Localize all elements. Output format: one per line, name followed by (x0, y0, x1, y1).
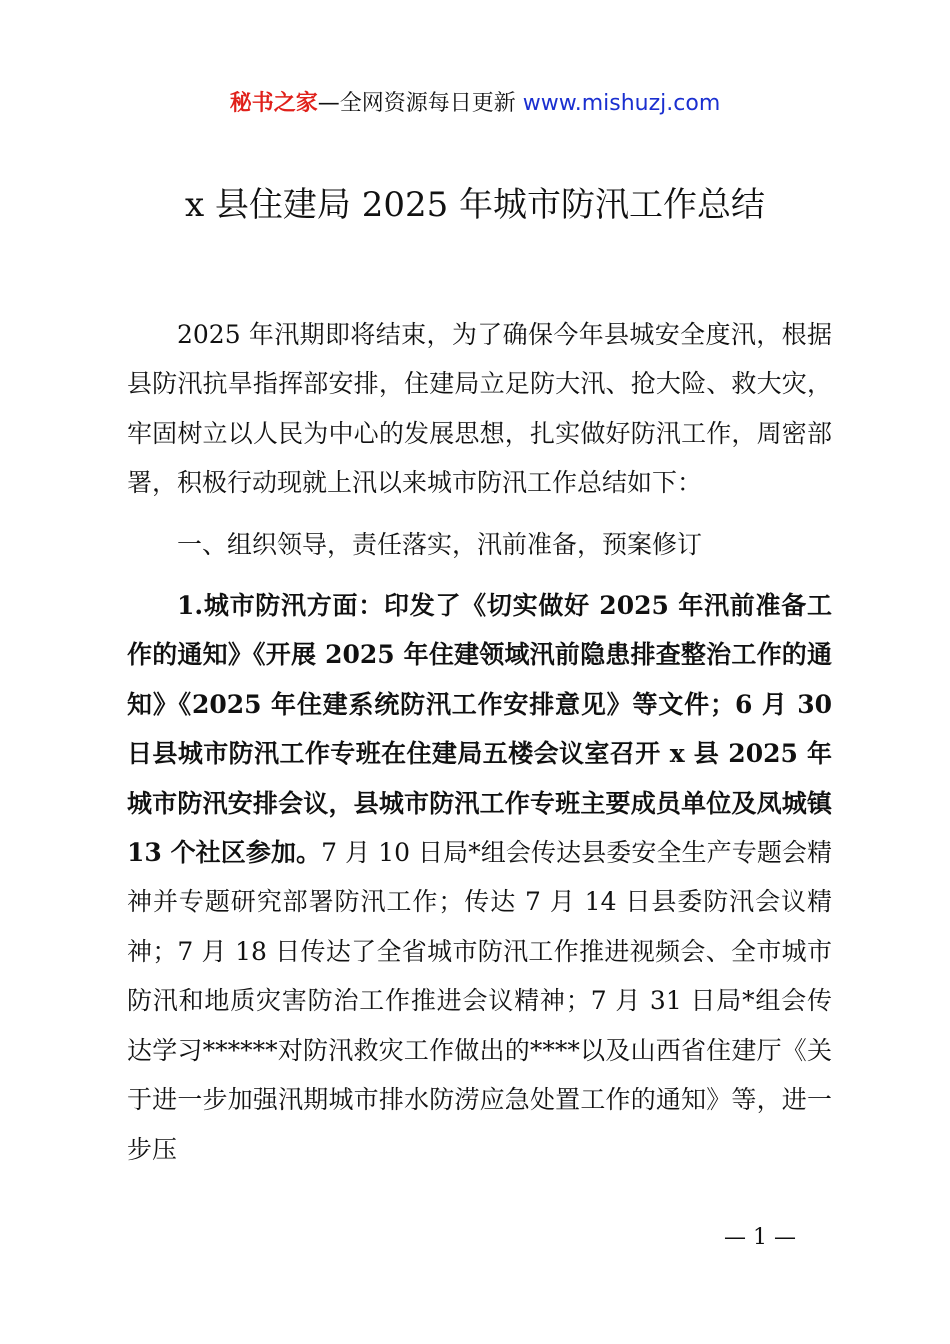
document-title: x 县住建局 2025 年城市防汛工作总结 (184, 185, 766, 225)
site-tagline: —全网资源每日更新 (317, 91, 523, 116)
site-url-link[interactable]: www.mishuzj.com (522, 91, 721, 116)
item-1-bold-text: 1.城市防汛方面：印发了《切实做好 2025 年汛前准备工作的通知》《开展 2025 年住建领域汛前隐患排查整治工作的通知》《2025 年住建系统防汛工作安排意见》等文件；6 月 30 日县城市防汛工作专班在住建局五楼会议室召开 x 县 2025 年城市防汛安排会议，县城市防汛工作专班主要成员单位及凤城镇 13 个社区参加。 (127, 591, 832, 868)
document-body (127, 310, 832, 1174)
site-header (0, 88, 950, 120)
section-heading: 一、组织领导，责任落实，汛前准备，预案修订 (177, 529, 703, 559)
intro-paragraph: 2025 年汛期即将结束，为了确保今年县城安全度汛，根据县防汛抗旱指挥部安排，住建局立足防大汛、抢大险、救大灾，牢固树立以人民为中心的发展思想，扎实做好防汛工作，周密部署，积极行动现就上汛以来城市防汛工作总结如下： (127, 320, 832, 498)
site-brand: 秘书之家 (229, 91, 318, 116)
item-1-normal-text: 7 月 10 日局*组会传达县委安全生产专题会精神并专题研究部署防汛工作；传达 7 月 14 日县委防汛会议精神；7 月 18 日传达了全省城市防汛工作推进视频会、全市城市防汛和地质灾害防治工作推进会议精神；7 月 31 日局*组会传达学习******对防汛救灾工作做出的****以及山西省住建厅《关于进一步加强汛期城市排水防涝应急处置工作的通知》等，进一步压 (127, 838, 833, 1164)
page-number: — 1 — (724, 1225, 796, 1250)
item-1-paragraph (127, 581, 832, 1174)
